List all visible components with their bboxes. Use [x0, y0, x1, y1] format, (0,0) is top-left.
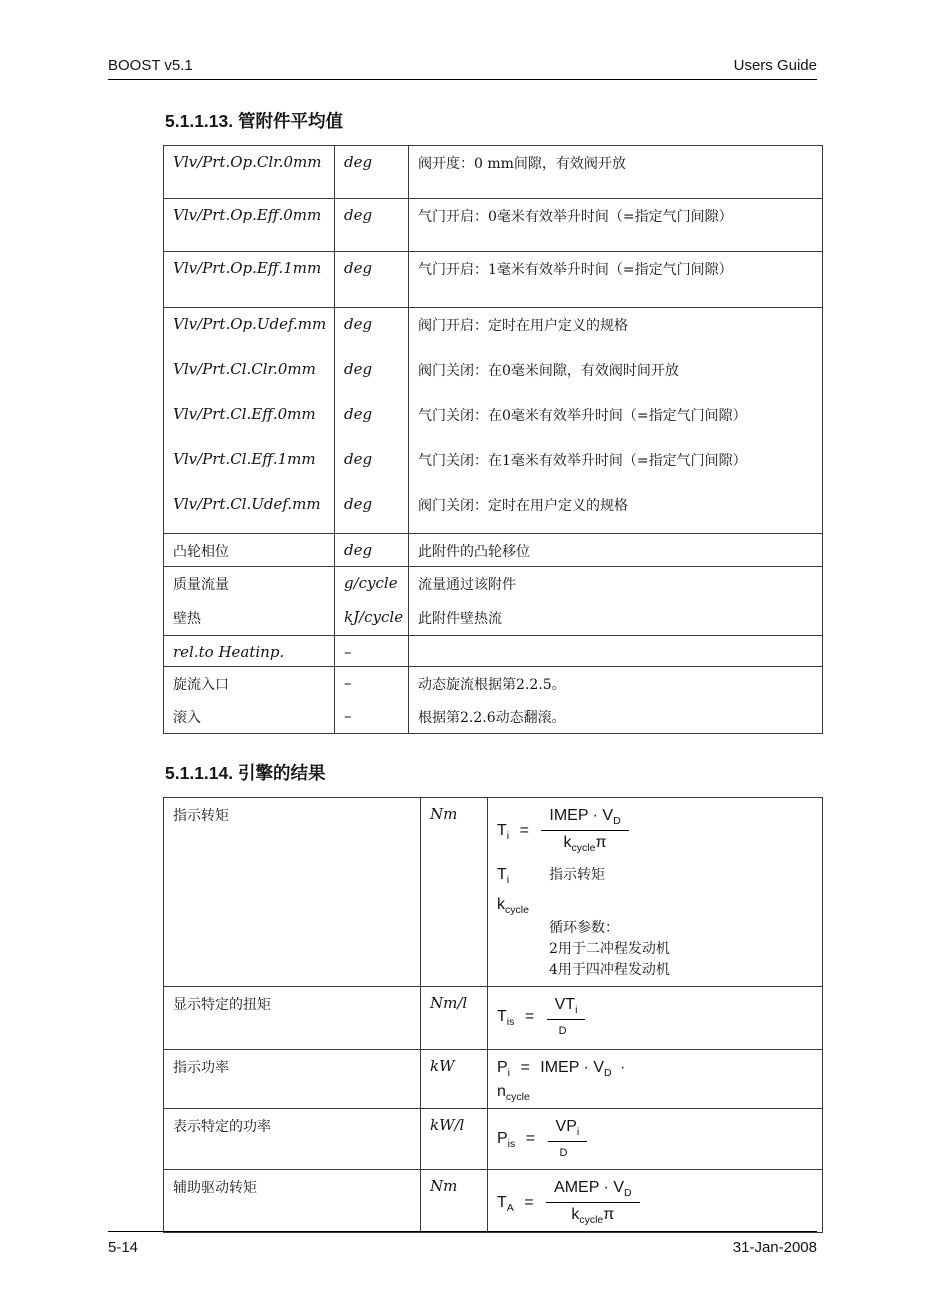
subscript: i: [575, 1003, 578, 1016]
subscript: D: [624, 1187, 632, 1200]
formula-variable: [497, 1129, 516, 1151]
pipe-attachments-table: [163, 145, 823, 734]
table-row: [164, 146, 822, 198]
param-unit: deg: [335, 534, 409, 566]
table-group: [164, 252, 822, 308]
header-right-text: Users Guide: [733, 57, 817, 74]
param-name: 壁热: [164, 601, 335, 635]
formula-token: T: [497, 1194, 507, 1212]
param-desc: 气门关闭：在0毫米有效举升时间（=指定气门间隙）: [418, 408, 747, 424]
formula-body: [540, 1058, 612, 1079]
param-name: Vlv/Prt.Cl.Eff.0mm: [164, 398, 335, 443]
formula-line: [497, 1118, 813, 1159]
table-row: [164, 987, 822, 1049]
table-row: [164, 1170, 822, 1231]
subscript: D: [603, 1066, 612, 1079]
result-name: 指示转矩: [164, 798, 421, 986]
table-row: [164, 252, 822, 307]
param-name: Vlv/Prt.Op.Clr.0mm: [164, 146, 335, 198]
param-name: rel.to Heatinp.: [164, 636, 335, 666]
subscript: cycle: [505, 1091, 530, 1104]
param-name: 质量流量: [164, 567, 335, 601]
formula-token: IMEP · V: [549, 807, 614, 824]
fraction: [548, 1118, 588, 1159]
header-rule: [108, 79, 817, 80]
param-desc: 气门开启：1毫米有效举升时间（=指定气门间隙）: [418, 262, 733, 278]
result-name: 辅助驱动转矩: [164, 1170, 421, 1231]
param-name: Vlv/Prt.Op.Eff.1mm: [164, 252, 335, 307]
legend-detail: [549, 918, 813, 981]
result-unit: kW/l: [421, 1109, 488, 1169]
legend-symbol: [497, 896, 549, 916]
formula-line: [497, 1179, 813, 1226]
formula-token: P: [497, 1058, 508, 1076]
formula-token: k: [563, 834, 572, 852]
table-row: [164, 700, 822, 733]
legend-detail-line: 2用于二冲程发动机: [549, 940, 670, 957]
table-group: [164, 1170, 822, 1231]
legend-symbol: [497, 866, 549, 886]
param-desc: 根据第2.2.6动态翻滚。: [418, 710, 566, 726]
subscript: cycle: [505, 903, 529, 916]
table-group: [164, 1050, 822, 1109]
footer-page-number: 5-14: [108, 1239, 139, 1256]
fraction: [541, 807, 628, 854]
subscript: i: [576, 1126, 580, 1139]
fraction-numerator: [548, 1118, 588, 1142]
param-unit: deg: [335, 199, 409, 251]
section-title-engine-results: 5.1.1.14. 引擎的结果: [165, 763, 326, 783]
footer-date: 31-Jan-2008: [732, 1239, 817, 1256]
formula-token: π: [595, 834, 607, 852]
result-formula: [488, 1050, 822, 1108]
formula-variable: [497, 1082, 530, 1104]
engine-results-table: [163, 797, 823, 1233]
subscript: D: [613, 815, 621, 828]
param-name: Vlv/Prt.Op.Eff.0mm: [164, 199, 335, 251]
param-desc: [409, 636, 822, 666]
formula-line: [497, 1083, 813, 1103]
formula-line: [497, 996, 813, 1037]
equals-sign: =: [520, 1058, 530, 1076]
param-desc: 阀门关闭：定时在用户定义的规格: [418, 498, 628, 514]
table-row: [164, 398, 822, 443]
table-row: [164, 667, 822, 700]
table-row: [164, 308, 822, 353]
result-name: 表示特定的功率: [164, 1109, 421, 1169]
param-unit: deg: [335, 443, 409, 488]
result-name: 显示特定的扭矩: [164, 987, 421, 1049]
subscript: i: [507, 1066, 511, 1079]
table-row: [164, 798, 822, 986]
param-desc: 此附件壁热流: [418, 611, 502, 627]
formula-line: [497, 807, 813, 854]
table-group: [164, 308, 822, 534]
param-desc: 流量通过该附件: [418, 577, 516, 593]
formula-token: P: [497, 1129, 508, 1147]
table-group: [164, 636, 822, 667]
formula-token: n: [497, 1082, 506, 1100]
result-unit: Nm: [421, 1170, 488, 1231]
subscript: cycle: [579, 1214, 604, 1227]
formula-token: T: [497, 821, 507, 839]
result-name: 指示功率: [164, 1050, 421, 1108]
fraction: [547, 996, 586, 1037]
result-unit: Nm/l: [421, 987, 488, 1049]
table-row: [164, 443, 822, 488]
table-group: [164, 146, 822, 199]
formula-token: VP: [555, 1118, 577, 1136]
param-unit: deg: [335, 488, 409, 533]
formula-variable: [497, 821, 510, 843]
table-row: [164, 534, 822, 566]
formula-token: k: [571, 1206, 580, 1224]
subscript: A: [506, 1202, 514, 1215]
param-unit: deg: [335, 252, 409, 307]
formula-token: π: [603, 1206, 615, 1224]
table-row: [164, 353, 822, 398]
param-desc: 动态旋流根据第2.2.5。: [418, 677, 566, 693]
table-row: [164, 636, 822, 666]
equals-sign: =: [519, 821, 529, 839]
param-unit: deg: [335, 398, 409, 443]
table-group: [164, 667, 822, 733]
result-formula: [488, 987, 822, 1049]
param-unit: deg: [335, 308, 409, 353]
fraction-numerator: [547, 996, 586, 1020]
formula-line: [497, 1059, 813, 1079]
param-desc: 此附件的凸轮移位: [418, 544, 530, 560]
table-row: [164, 199, 822, 251]
formula-token: IMEP · V: [540, 1058, 604, 1076]
table-group: [164, 1109, 822, 1170]
table-group: [164, 199, 822, 252]
param-unit: –: [335, 636, 409, 666]
param-unit: deg: [335, 353, 409, 398]
formula-variable: [497, 1058, 511, 1079]
result-formula: [488, 1109, 822, 1169]
page-header: [108, 57, 817, 74]
table-row: [164, 1050, 822, 1108]
result-formula: [488, 1170, 822, 1231]
table-group: [164, 987, 822, 1050]
subscript: is: [507, 1138, 516, 1151]
param-desc: 气门开启：0毫米有效举升时间（=指定气门间隙）: [418, 209, 733, 225]
table-row: [164, 1109, 822, 1169]
page-footer: [108, 1239, 817, 1256]
table-row: [164, 567, 822, 601]
table-group: [164, 534, 822, 567]
param-name: Vlv/Prt.Cl.Udef.mm: [164, 488, 335, 533]
legend-detail-line: 循环参数：: [549, 919, 619, 936]
result-unit: Nm: [421, 798, 488, 986]
param-unit: g/cycle: [335, 567, 409, 601]
param-desc: 阀门关闭：在0毫米间隙，有效阀时间开放: [418, 363, 679, 379]
fraction-denominator: D: [558, 1024, 567, 1037]
formula-variable: [497, 1194, 514, 1215]
legend-row: [497, 896, 813, 916]
result-unit: kW: [421, 1050, 488, 1108]
fraction-denominator: D: [559, 1147, 568, 1160]
param-unit: kJ/cycle: [335, 601, 409, 635]
table-group: [164, 798, 822, 987]
equals-sign: =: [525, 1129, 536, 1147]
param-desc: 阀门开启：定时在用户定义的规格: [418, 318, 628, 334]
legend-row: [497, 864, 813, 886]
footer-rule: [108, 1231, 817, 1232]
param-name: 凸轮相位: [164, 534, 335, 566]
formula-token: AMEP · V: [554, 1179, 624, 1197]
legend-detail-line: 4用于四冲程发动机: [549, 961, 670, 978]
param-desc: 阀开度：0 mm间隙，有效阀开放: [418, 156, 626, 172]
legend-desc: 指示转矩: [549, 867, 605, 884]
multiply-sign: ·: [620, 1058, 626, 1076]
formula-variable: [497, 1007, 515, 1028]
table-row: [164, 601, 822, 635]
formula-token: T: [497, 1007, 507, 1025]
subscript: i: [506, 830, 510, 843]
formula-legend: [497, 864, 813, 980]
formula-token: k: [497, 895, 505, 913]
table-row: [164, 488, 822, 533]
param-unit: –: [335, 700, 409, 733]
param-unit: deg: [335, 146, 409, 198]
page-content: [163, 108, 823, 1259]
fraction: [546, 1179, 640, 1226]
subscript: i: [506, 874, 510, 887]
param-name: Vlv/Prt.Op.Udef.mm: [164, 308, 335, 353]
formula-token: VT: [554, 995, 576, 1013]
param-unit: –: [335, 667, 409, 700]
table-group: [164, 567, 822, 636]
result-formula: [488, 798, 822, 986]
param-name: Vlv/Prt.Cl.Clr.0mm: [164, 353, 335, 398]
equals-sign: =: [524, 1007, 535, 1025]
param-name: 滚入: [164, 700, 335, 733]
subscript: is: [506, 1015, 515, 1028]
fraction-denominator: [571, 1203, 614, 1226]
param-name: 旋流入口: [164, 667, 335, 700]
subscript: cycle: [571, 842, 596, 855]
formula-token: T: [497, 866, 507, 884]
fraction-numerator: [546, 1179, 640, 1203]
fraction-denominator: [564, 831, 607, 854]
param-name: Vlv/Prt.Cl.Eff.1mm: [164, 443, 335, 488]
param-desc: 气门关闭：在1毫米有效举升时间（=指定气门间隙）: [418, 453, 747, 469]
section-title-pipe-attachments: 5.1.1.13. 管附件平均值: [165, 111, 343, 131]
equals-sign: =: [524, 1194, 534, 1212]
fraction-numerator: [541, 807, 628, 831]
header-left-text: BOOST v5.1: [108, 57, 193, 74]
